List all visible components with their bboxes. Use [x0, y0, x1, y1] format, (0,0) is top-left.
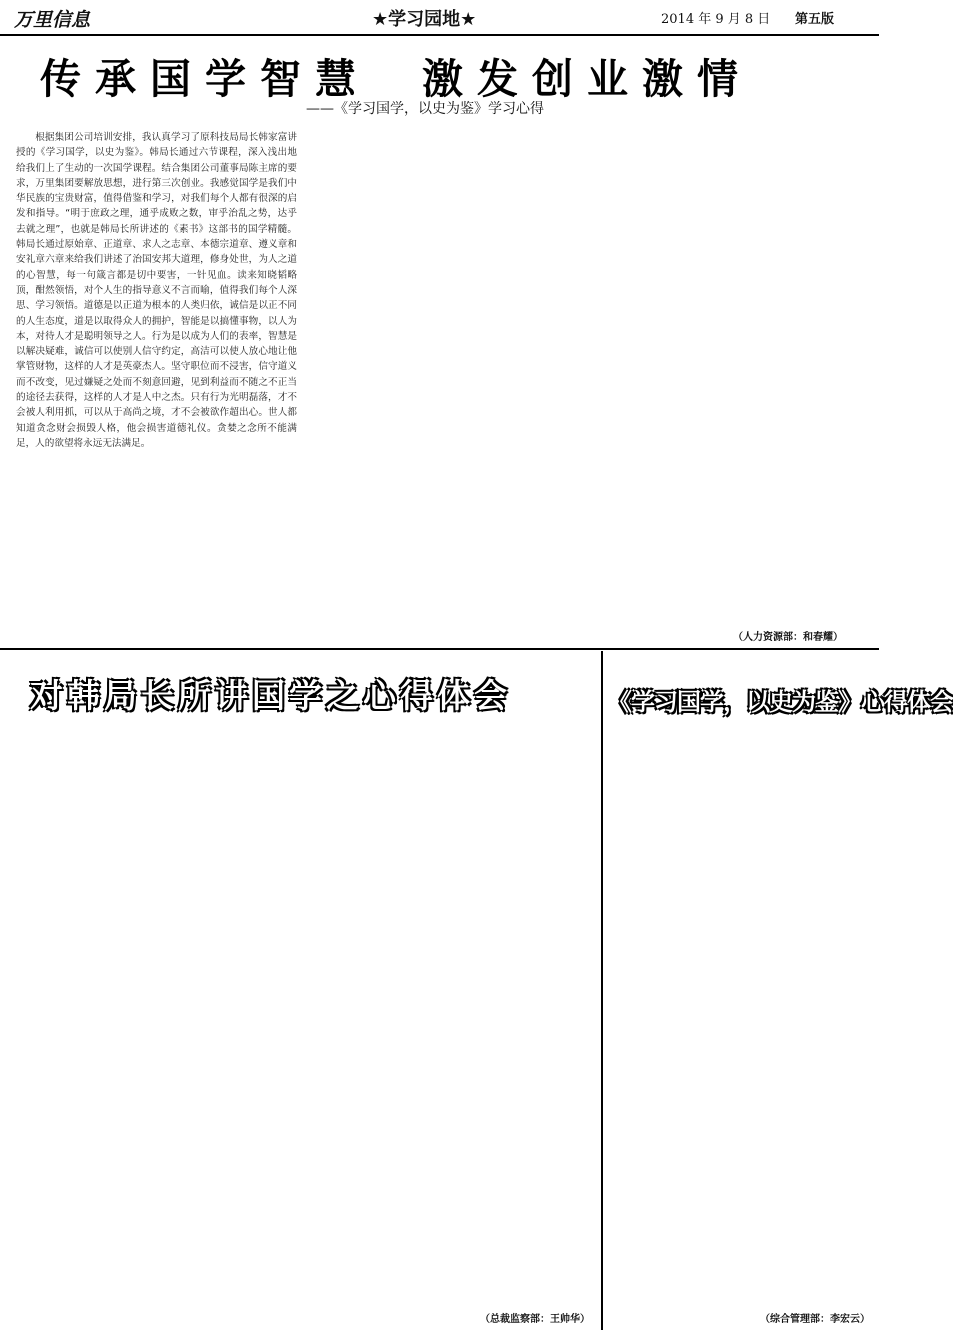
article1-headline [40, 46, 840, 105]
article1-column-1 [16, 130, 297, 646]
masthead-brand: 万里信息 [14, 9, 91, 31]
article1-signature: （人力资源部：和春耀） [733, 632, 843, 643]
masthead [0, 0, 879, 36]
column-divider [601, 651, 603, 1330]
article1-headline-part1: 传承国学智慧 [40, 55, 370, 103]
article2-signature: （总裁监察部：王帅华） [480, 1314, 590, 1325]
article1-subtitle: ——《学习国学，以史为鉴》学习心得 [306, 101, 544, 117]
section-divider [0, 648, 879, 650]
masthead-column: ★学习园地★ [372, 9, 477, 30]
article1-paragraph: 根据集团公司培训安排，我认真学习了原科技局局长韩家富讲授的《学习国学，以史为鉴》。韩局长通过六节课程，深入浅出地给我们上了生动的一次国学课程。结合集团公司董事局陈主席的要求，万里集团要解放思想，进行第三次创业。我感觉国学是我们中华民族的宝贵财富，值得借鉴和学习，对我们每个人都有很深的启发和指导。“明于庶政之理，通乎成败之数，审乎治乱之势，达乎去就之理”，也就是韩局长所讲述的《素书》这部书的国学精髓。韩局长通过原始章、正道章、求人之志章、本德宗道章、遵义章和安礼章六章来给我们讲述了治国安邦大道理，修身处世，为人之道的心智慧，每一句箴言都是切中要害，一针见血。读来知晓韬略顶，酣然领悟，对个人生的指导意义不言而喻，值得我们每个人深思、学习领悟。道德是以正道为根本的人类归依，诚信是以正不同的人生态度，道是以取得众人的拥护，智能是以搞懂事物，以人为本，对待人才是聪明领导之人。行为是以成为人们的表率，智慧是以解决疑难，诚信可以使别人信守约定，高洁可以使人放心地让他掌管财物，这样的人才是英豪杰人。坚守职位而不浸害，信守道义而不改变，见过嫌疑之处而不刻意回避，见到利益而不随之不正当的途径去获得，这样的人才是人中之杰。只有行为光明磊落，才不会被人利用抓，可以从于高尚之境，才不会被欲作超出心。世人都知道贪念财会损毁人格，他会损害道德礼仪。贪婪之念所不能满足，人的欲望将永远无法满足。 [16, 132, 297, 449]
article3-signature: （综合管理部：李宏云） [760, 1314, 870, 1325]
article3-headline: 《学习国学，以史为鉴》心得体会 [608, 688, 953, 716]
masthead-edition: 第五版 [795, 12, 835, 27]
article2-headline: 对韩局长所讲国学之心得体会 [30, 676, 511, 715]
article1-headline-part2: 激发创业激情 [422, 55, 752, 103]
masthead-date: 2014 年 9 月 8 日 [661, 12, 771, 27]
